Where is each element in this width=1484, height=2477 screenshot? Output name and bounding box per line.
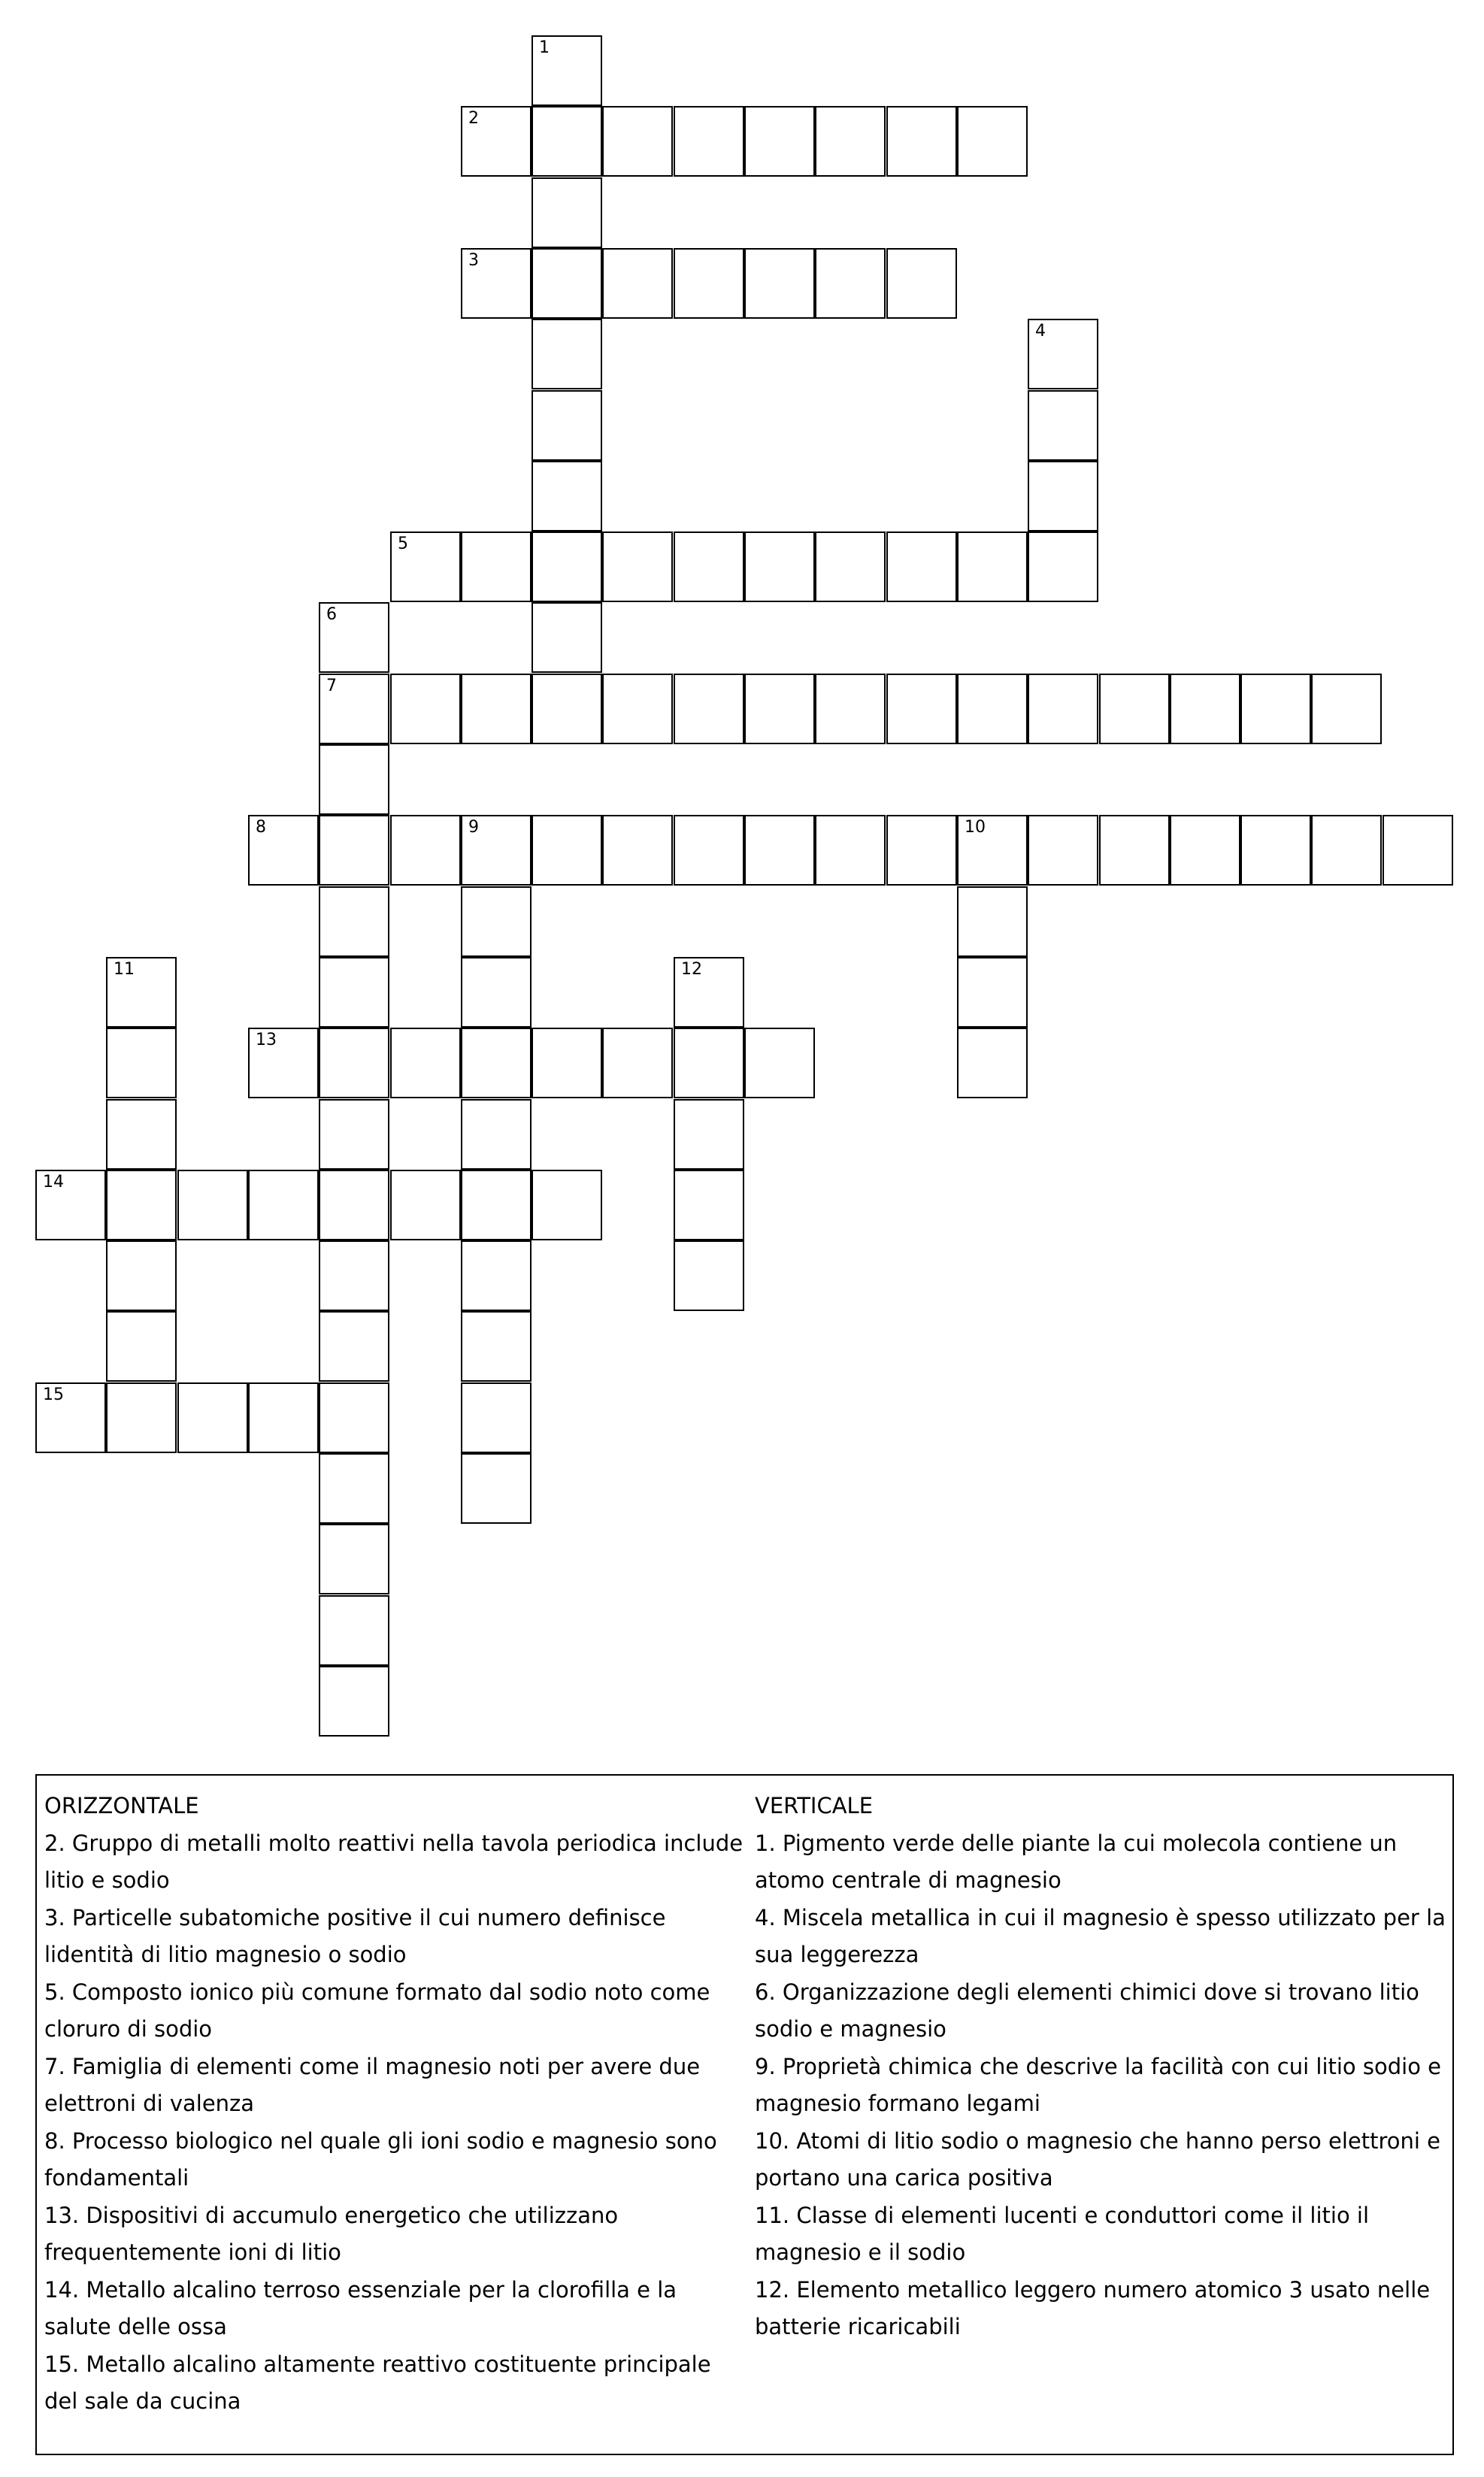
crossword-cell[interactable] <box>815 815 886 886</box>
crossword-cell[interactable] <box>461 106 532 177</box>
clue-number: 2 <box>468 109 479 128</box>
crossword-cell[interactable] <box>674 1099 744 1170</box>
crossword-cell[interactable] <box>602 531 673 602</box>
crossword-cell[interactable] <box>744 1028 815 1098</box>
crossword-cell[interactable] <box>957 674 1028 744</box>
crossword-cell[interactable] <box>532 35 602 106</box>
crossword-cell[interactable] <box>390 674 461 744</box>
crossword-cell[interactable] <box>674 106 744 177</box>
crossword-cell[interactable] <box>815 531 886 602</box>
crossword-cell[interactable] <box>461 957 532 1028</box>
clue-number: 14 <box>43 1173 64 1192</box>
crossword-cell[interactable] <box>461 1382 532 1453</box>
crossword-cell[interactable] <box>461 1453 532 1524</box>
crossword-cell[interactable] <box>1311 674 1382 744</box>
crossword-cell[interactable] <box>957 531 1028 602</box>
crossword-cell[interactable] <box>319 1170 389 1240</box>
crossword-cell[interactable] <box>390 1028 461 1098</box>
crossword-cell[interactable] <box>248 1028 319 1098</box>
crossword-cell[interactable] <box>248 815 319 886</box>
crossword-cell[interactable] <box>461 1311 532 1382</box>
crossword-cell[interactable] <box>106 1311 177 1382</box>
crossword-cell[interactable] <box>106 1099 177 1170</box>
crossword-cell[interactable] <box>106 1170 177 1240</box>
crossword-cell[interactable] <box>532 106 602 177</box>
crossword-cell[interactable] <box>461 886 532 957</box>
crossword-cell[interactable] <box>1240 815 1311 886</box>
crossword-cell[interactable] <box>1099 674 1170 744</box>
crossword-cell[interactable] <box>319 1382 389 1453</box>
clue-across: 3. Particelle subatomiche positive il cui numero definisce lidentità di litio magnesio o sodio <box>44 1904 666 1967</box>
crossword-cell[interactable] <box>602 815 673 886</box>
crossword-cell[interactable] <box>886 531 957 602</box>
crossword-cell[interactable] <box>532 674 602 744</box>
crossword-cell[interactable] <box>35 1170 106 1240</box>
clue-number: 15 <box>43 1385 64 1404</box>
crossword-cell[interactable] <box>319 602 389 673</box>
clue-down: 12. Elemento metallico leggero numero atomico 3 usato nelle batterie ricaricabili <box>755 2276 1431 2339</box>
crossword-cell[interactable] <box>744 674 815 744</box>
crossword-cell[interactable] <box>532 248 602 319</box>
crossword-cell[interactable] <box>1311 815 1382 886</box>
clue-across: 7. Famiglia di elementi come il magnesio noti per avere due elettroni di valenza <box>44 2053 701 2116</box>
crossword-cell[interactable] <box>1383 815 1453 886</box>
crossword-cell[interactable] <box>674 1028 744 1098</box>
crossword-cell[interactable] <box>390 815 461 886</box>
crossword-cell[interactable] <box>532 1170 602 1240</box>
crossword-cell[interactable] <box>177 1170 248 1240</box>
crossword-cell[interactable] <box>319 1099 389 1170</box>
crossword-cell[interactable] <box>602 674 673 744</box>
clue-number: 6 <box>326 605 337 624</box>
clue-down: 11. Classe di elementi lucenti e conduttori come il litio il magnesio e il sodio <box>755 2202 1370 2265</box>
crossword-cell[interactable] <box>1028 815 1098 886</box>
crossword-cell[interactable] <box>886 674 957 744</box>
crossword-cell[interactable] <box>744 531 815 602</box>
across-clues <box>44 1788 744 2421</box>
crossword-cell[interactable] <box>390 531 461 602</box>
crossword-cell[interactable] <box>957 1028 1028 1098</box>
crossword-cell[interactable] <box>319 1666 389 1737</box>
down-clues <box>755 1788 1454 2346</box>
crossword-cell[interactable] <box>532 390 602 461</box>
crossword-cell[interactable] <box>248 1170 319 1240</box>
crossword-cell[interactable] <box>532 531 602 602</box>
clue-number: 1 <box>539 38 550 57</box>
crossword-cell[interactable] <box>1028 461 1098 531</box>
crossword-cell[interactable] <box>319 1240 389 1311</box>
crossword-cell[interactable] <box>744 248 815 319</box>
clue-number: 4 <box>1035 322 1046 341</box>
crossword-cell[interactable] <box>248 1382 319 1453</box>
crossword-cell[interactable] <box>674 815 744 886</box>
clue-across: 5. Composto ionico più comune formato dal sodio noto come cloruro di sodio <box>44 1979 710 2042</box>
crossword-cell[interactable] <box>319 1524 389 1594</box>
crossword-cell[interactable] <box>602 1028 673 1098</box>
crossword-cell[interactable] <box>674 1240 744 1311</box>
crossword-cell[interactable] <box>319 674 389 744</box>
crossword-cell[interactable] <box>1028 390 1098 461</box>
crossword-cell[interactable] <box>1028 319 1098 389</box>
crossword-cell[interactable] <box>602 248 673 319</box>
clue-down: 6. Organizzazione degli elementi chimici dove si trovano litio sodio e magnesio <box>755 1979 1419 2042</box>
crossword-cell[interactable] <box>1028 674 1098 744</box>
clue-number: 7 <box>326 677 337 695</box>
clue-across: 14. Metallo alcalino terroso essenziale per la clorofilla e la salute delle ossa <box>44 2276 677 2339</box>
clue-across: 15. Metallo alcalino altamente reattivo costituente principale del sale da cucina <box>44 2351 711 2414</box>
crossword-cell[interactable] <box>815 674 886 744</box>
crossword-cell[interactable] <box>957 886 1028 957</box>
crossword-cell[interactable] <box>674 248 744 319</box>
crossword-cell[interactable] <box>532 815 602 886</box>
clue-number: 9 <box>468 818 479 837</box>
crossword-cell[interactable] <box>532 1028 602 1098</box>
crossword-cell[interactable] <box>461 1170 532 1240</box>
down-title: VERTICALE <box>755 1793 874 1818</box>
crossword-cell[interactable] <box>319 957 389 1028</box>
crossword-cell[interactable] <box>957 106 1028 177</box>
clue-number: 8 <box>256 818 266 837</box>
crossword-cell[interactable] <box>177 1382 248 1453</box>
crossword-cell[interactable] <box>602 106 673 177</box>
crossword-cell[interactable] <box>319 815 389 886</box>
crossword-cell[interactable] <box>1240 674 1311 744</box>
clue-number: 11 <box>114 960 135 979</box>
clue-across: 13. Dispositivi di accumulo energetico che utilizzano frequentemente ioni di litio <box>44 2202 619 2265</box>
crossword-cell[interactable] <box>319 886 389 957</box>
crossword-cell[interactable] <box>319 744 389 815</box>
crossword-cell[interactable] <box>106 1240 177 1311</box>
clue-down: 1. Pigmento verde delle piante la cui molecola contiene un atomo centrale di magnesio <box>755 1830 1398 1893</box>
clue-down: 10. Atomi di litio sodio o magnesio che hanno perso elettroni e portano una carica positiva <box>755 2127 1441 2191</box>
crossword-cell[interactable] <box>1099 815 1170 886</box>
clue-number: 5 <box>398 534 408 553</box>
crossword-cell[interactable] <box>744 815 815 886</box>
crossword-cell[interactable] <box>674 674 744 744</box>
crossword-cell[interactable] <box>532 461 602 531</box>
crossword-cell[interactable] <box>744 106 815 177</box>
clue-number: 12 <box>681 960 702 979</box>
crossword-cell[interactable] <box>319 1453 389 1524</box>
crossword-cell[interactable] <box>106 957 177 1028</box>
crossword-cell[interactable] <box>461 1240 532 1311</box>
crossword-cell[interactable] <box>674 531 744 602</box>
crossword-cell[interactable] <box>815 106 886 177</box>
crossword-cell[interactable] <box>532 177 602 248</box>
crossword-cell[interactable] <box>1028 531 1098 602</box>
crossword-cell[interactable] <box>461 531 532 602</box>
crossword-cell[interactable] <box>532 319 602 389</box>
crossword-cell[interactable] <box>532 602 602 673</box>
crossword-cell[interactable] <box>106 1028 177 1098</box>
crossword-cell[interactable] <box>815 248 886 319</box>
crossword-cell[interactable] <box>1170 815 1240 886</box>
crossword-cell[interactable] <box>319 1311 389 1382</box>
clue-across: 8. Processo biologico nel quale gli ioni sodio e magnesio sono fondamentali <box>44 2127 717 2191</box>
crossword-cell[interactable] <box>674 1170 744 1240</box>
clue-down: 4. Miscela metallica in cui il magnesio è spesso utilizzato per la sua leggerezza <box>755 1904 1446 1967</box>
clues-box <box>35 1774 1454 2455</box>
crossword-cell[interactable] <box>1170 674 1240 744</box>
crossword-cell[interactable] <box>461 674 532 744</box>
crossword-cell[interactable] <box>390 1170 461 1240</box>
crossword-cell[interactable] <box>461 1028 532 1098</box>
crossword-cell[interactable] <box>461 248 532 319</box>
crossword-cell[interactable] <box>674 957 744 1028</box>
crossword-cell[interactable] <box>319 1028 389 1098</box>
clue-down: 9. Proprietà chimica che descrive la facilità con cui litio sodio e magnesio formano legami <box>755 2053 1442 2116</box>
clue-number: 3 <box>468 251 479 270</box>
crossword-cell[interactable] <box>106 1382 177 1453</box>
crossword-cell[interactable] <box>461 815 532 886</box>
crossword-cell[interactable] <box>35 1382 106 1453</box>
crossword-cell[interactable] <box>957 957 1028 1028</box>
crossword-cell[interactable] <box>461 1099 532 1170</box>
crossword-cell[interactable] <box>886 815 957 886</box>
crossword-cell[interactable] <box>886 248 957 319</box>
clue-number: 10 <box>965 818 986 837</box>
crossword-cell[interactable] <box>886 106 957 177</box>
crossword-cell[interactable] <box>957 815 1028 886</box>
clue-across: 2. Gruppo di metalli molto reattivi nella tavola periodica include litio e sodio <box>44 1830 744 1893</box>
clue-number: 13 <box>256 1031 277 1049</box>
across-title: ORIZZONTALE <box>44 1793 199 1818</box>
crossword-cell[interactable] <box>319 1595 389 1666</box>
